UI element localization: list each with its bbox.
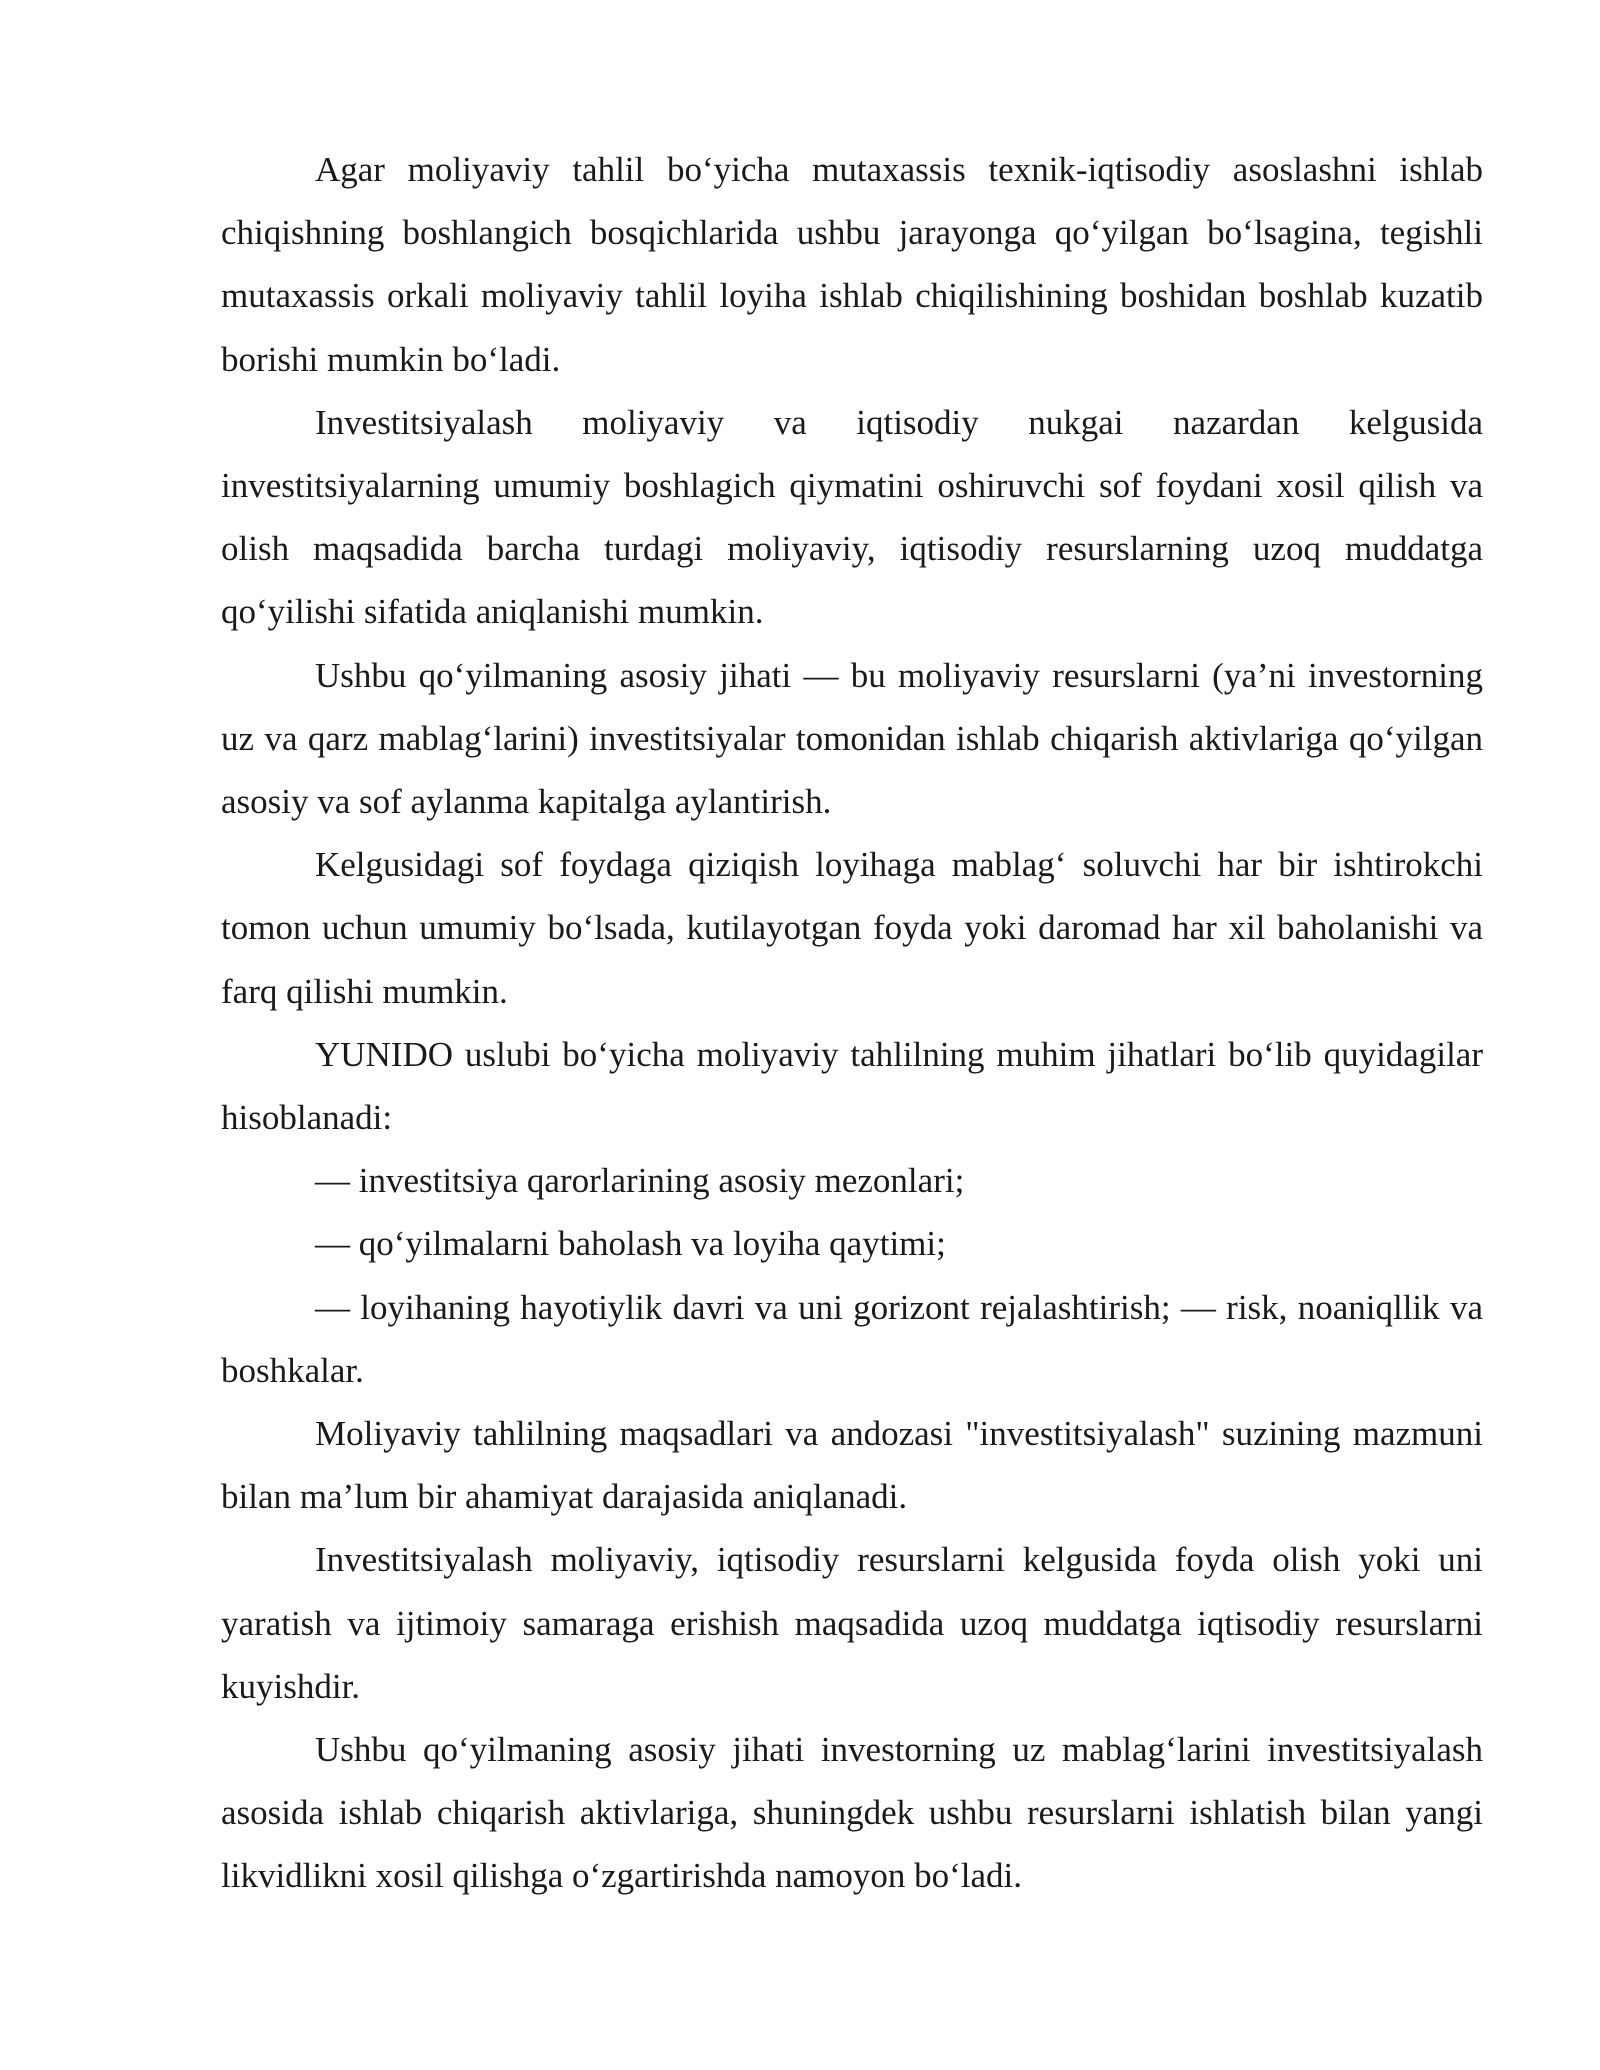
paragraph-3: Ushbu qo‘yilmaning asosiy jihati — bu moliyaviy resurslarni (ya’ni investorning uz va qarz mablag‘larini) investitsiyalar tomonidan ishlab chiqarish aktivlariga qo‘yilgan asosiy va sof aylanma kapitalga aylantirish. [221,655,1483,822]
list-item-2: — qo‘yilmalarni baholash va loyiha qaytimi; [315,1224,946,1264]
paragraph-7: Investitsiyalash moliyaviy, iqtisodiy resurslarni kelgusida foyda olish yoki uni yaratish va ijtimoiy samaraga erishish maqsadida uzoq muddatga iqtisodiy resurslarni kuyishdir. [221,1540,1483,1706]
paragraph-8: Ushbu qo‘yilmaning asosiy jihati investorning uz mablag‘larini investitsiyalash asosida ishlab chiqarish aktivlariga, shuningdek ushbu resurslarni ishlatish bilan yangi likvidlikni xosil qilishga o‘zgartirishda namoyon bo‘ladi. [221,1730,1483,1896]
list-item-1: — investitsiya qarorlarining asosiy mezonlari; [315,1161,965,1201]
list-item-3: — loyihaning hayotiylik davri va uni gorizont rejalashtirish; — risk, noaniqllik va boshkalar. [221,1287,1483,1390]
paragraph-1: Agar moliyaviy tahlil bo‘yicha mutaxassis texnik-iqtisodiy asoslashni ishlab chiqishning boshlangich bosqichlarida ushbu jarayonga qo‘yilgan bo‘lsagina, tegishli mutaxassis orkali moliyaviy tahlil loyiha ishlab chiqilishining boshidan boshlab kuzatib borishi mumkin bo‘ladi. [221,150,1483,379]
paragraph-4: Kelgusidagi sof foydaga qiziqish loyihaga mablag‘ soluvchi har bir ishtirokchi tomon uchun umumiy bo‘lsada, kutilayotgan foyda yoki daromad har xil baholanishi va farq qilishi mumkin. [221,845,1483,1011]
paragraph-5: YUNIDO uslubi bo‘yicha moliyaviy tahlilning muhim jihatlari bo‘lib quyidagilar hisoblanadi: [221,1034,1483,1138]
paragraph-6: Moliyaviy tahlilning maqsadlari va andozasi "investitsiyalash" suzining mazmuni bilan ma’lum bir ahamiyat darajasida aniqlanadi. [221,1414,1483,1517]
paragraph-2: Investitsiyalash moliyaviy va iqtisodiy nukgai nazardan kelgusida investitsiyalarning umumiy boshlagich qiymatini oshiruvchi sof foydani xosil qilish va olish maqsadida barcha turdagi moliyaviy, iqtisodiy resurslarning uzoq muddatga qo‘yilishi sifatida aniqlanishi mumkin. [221,402,1483,632]
document-body [221,138,1483,1908]
